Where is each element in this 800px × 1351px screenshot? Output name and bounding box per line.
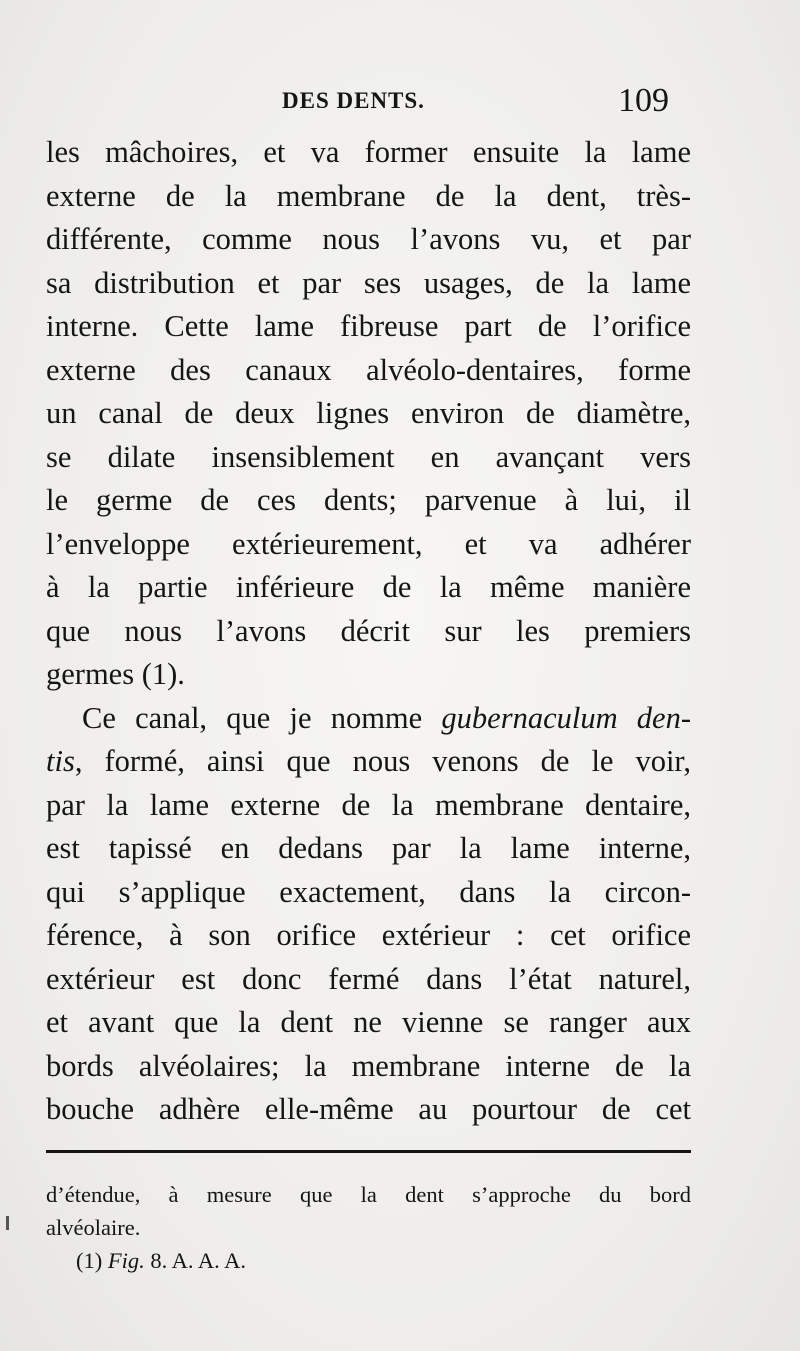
italic-term: gubernaculum den- (441, 700, 691, 735)
text-line: se dilate insensiblement en avançant vers (46, 439, 691, 474)
text-segment: Ce canal, que je nomme (82, 700, 442, 735)
text-line: bouche adhère elle-même au pourtour de cet (46, 1092, 691, 1126)
text-line: externe des canaux alvéolo-dentaires, forme (46, 352, 691, 387)
text-line: germes (1). (46, 657, 185, 691)
text-line: un canal de deux lignes environ de diamètre, (46, 396, 691, 430)
paragraph-first-line (46, 697, 691, 741)
italic-term: tis (46, 744, 75, 778)
text-line: et avant que la dent ne vienne se ranger aux (46, 1005, 691, 1039)
text-line: sa distribution et par ses usages, de la lame (46, 265, 691, 300)
footnote-1 (46, 1244, 691, 1277)
text-line: l’enveloppe extérieurement, et va adhérer (46, 526, 691, 561)
text-line: par la lame externe de la membrane dentaire, (46, 787, 691, 822)
footnote-text: 8. A. A. A. (144, 1248, 247, 1273)
text-line (46, 740, 691, 784)
text-line: férence, à son orifice extérieur : cet orifice (46, 918, 691, 952)
margin-mark (6, 1216, 9, 1230)
page-number: 109 (618, 82, 669, 119)
footnote-separator-rule (46, 1150, 691, 1153)
running-head-title: DES DENTS. (282, 88, 425, 113)
text-line: le germe de ces dents; parvenue à lui, il (46, 483, 691, 517)
footnote-continuation-line: d’étendue, à mesure que la dent s’approche du bord (46, 1182, 691, 1207)
text-line: à la partie inférieure de la même manière (46, 570, 691, 604)
text-line: les mâchoires, et va former ensuite la lame (46, 135, 691, 169)
running-head (0, 82, 800, 122)
footnotes (46, 1178, 691, 1277)
body-text (46, 131, 691, 1132)
figure-reference: Fig. (107, 1248, 145, 1273)
footnote-marker: (1) (76, 1248, 103, 1273)
text-line: est tapissé en dedans par la lame interne, (46, 831, 691, 865)
text-line: qui s’applique exactement, dans la circon- (46, 874, 691, 909)
text-line: bords alvéolaires; la membrane interne de la (46, 1048, 691, 1083)
text-line: externe de la membrane de la dent, très- (46, 178, 691, 213)
text-line: que nous l’avons décrit sur les premiers (46, 613, 691, 648)
text-line: interne. Cette lame fibreuse part de l’orifice (46, 309, 691, 343)
text-segment: , formé, ainsi que nous venons de le voir, (74, 744, 691, 778)
text-line: extérieur est donc fermé dans l’état naturel, (46, 961, 691, 996)
footnote-continuation-line: alvéolaire. (46, 1215, 141, 1240)
text-line: différente, comme nous l’avons vu, et par (46, 222, 691, 256)
